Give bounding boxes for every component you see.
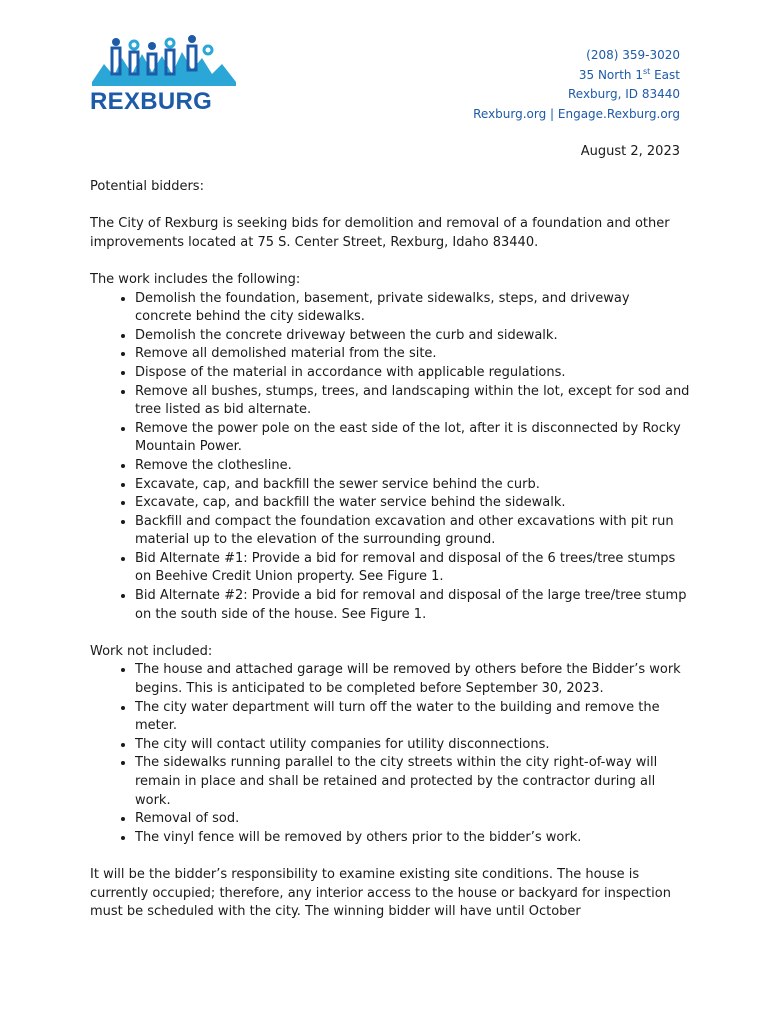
skyline-people-icon	[90, 34, 240, 90]
list-item: • The house and attached garage will be removed by others before the Bidder’s work begins. This is anticipated to be completed before September 30, 2023.	[135, 661, 690, 698]
list-item: • Remove all demolished material from the site.	[135, 345, 690, 364]
letter-date: August 2, 2023	[580, 144, 680, 159]
list-item: • Backfill and compact the foundation excavation and other excavations with pit run material up to the elevation of the surrounding ground.	[135, 513, 690, 550]
work-included-list	[90, 290, 690, 625]
list-item: • Excavate, cap, and backfill the water service behind the sidewalk.	[135, 494, 690, 513]
letter-body	[90, 178, 690, 940]
work-included-heading: The work includes the following:	[90, 271, 301, 287]
street-address: 35 North 1st East	[578, 66, 680, 82]
list-item: • Removal of sod.	[135, 810, 690, 829]
city-state-zip: Rexburg, ID 83440	[567, 87, 680, 101]
work-not-included-list	[90, 661, 690, 847]
list-item: • The sidewalks running parallel to the city streets within the city right-of-way will remain in place and shall be retained and protected by the contractor during all work.	[135, 754, 690, 810]
salutation: Potential bidders:	[90, 179, 204, 194]
website-links[interactable]: Rexburg.org | Engage.Rexburg.org	[473, 106, 680, 121]
list-item: • The city will contact utility companies for utility disconnections.	[135, 736, 690, 755]
intro-paragraph: The City of Rexburg is seeking bids for demolition and removal of a foundation and other improvements located at 75 S. Center Street, Rexburg, Idaho 83440.	[90, 216, 670, 250]
list-item: • Bid Alternate #2: Provide a bid for removal and disposal of the large tree/tree stump on the south side of the house. See Figure 1.	[135, 587, 690, 624]
rexburg-logo	[90, 34, 240, 114]
list-item: • The city water department will turn off the water to the building and remove the meter.	[135, 699, 690, 736]
list-item: • Remove all bushes, stumps, trees, and landscaping within the lot, except for sod and tree listed as bid alternate.	[135, 383, 690, 420]
list-item: • Bid Alternate #1: Provide a bid for removal and disposal of the 6 trees/tree stumps on Beehive Credit Union property. See Figure 1.	[135, 550, 690, 587]
contact-block	[473, 46, 680, 124]
list-item: • Dispose of the material in accordance with applicable regulations.	[135, 364, 690, 383]
list-item: • The vinyl fence will be removed by others prior to the bidder’s work.	[135, 829, 690, 848]
work-not-included-heading: Work not included:	[90, 643, 213, 659]
logo-wordmark: REXBURG	[90, 88, 213, 115]
list-item: • Remove the power pole on the east side of the lot, after it is disconnected by Rocky Mountain Power.	[135, 420, 690, 457]
list-item: • Excavate, cap, and backfill the sewer service behind the curb.	[135, 476, 690, 495]
phone-number: (208) 359-3020	[586, 48, 680, 62]
list-item: • Demolish the concrete driveway between the curb and sidewalk.	[135, 327, 690, 346]
list-item: • Remove the clothesline.	[135, 457, 690, 476]
closing-paragraph: It will be the bidder’s responsibility to examine existing site conditions. The house is currently occupied; therefore, any interior access to the house or backyard for inspection must be scheduled with the city. The winning bidder will have until October	[90, 866, 671, 920]
list-item: • Demolish the foundation, basement, private sidewalks, steps, and driveway concrete behind the city sidewalks.	[135, 290, 690, 327]
